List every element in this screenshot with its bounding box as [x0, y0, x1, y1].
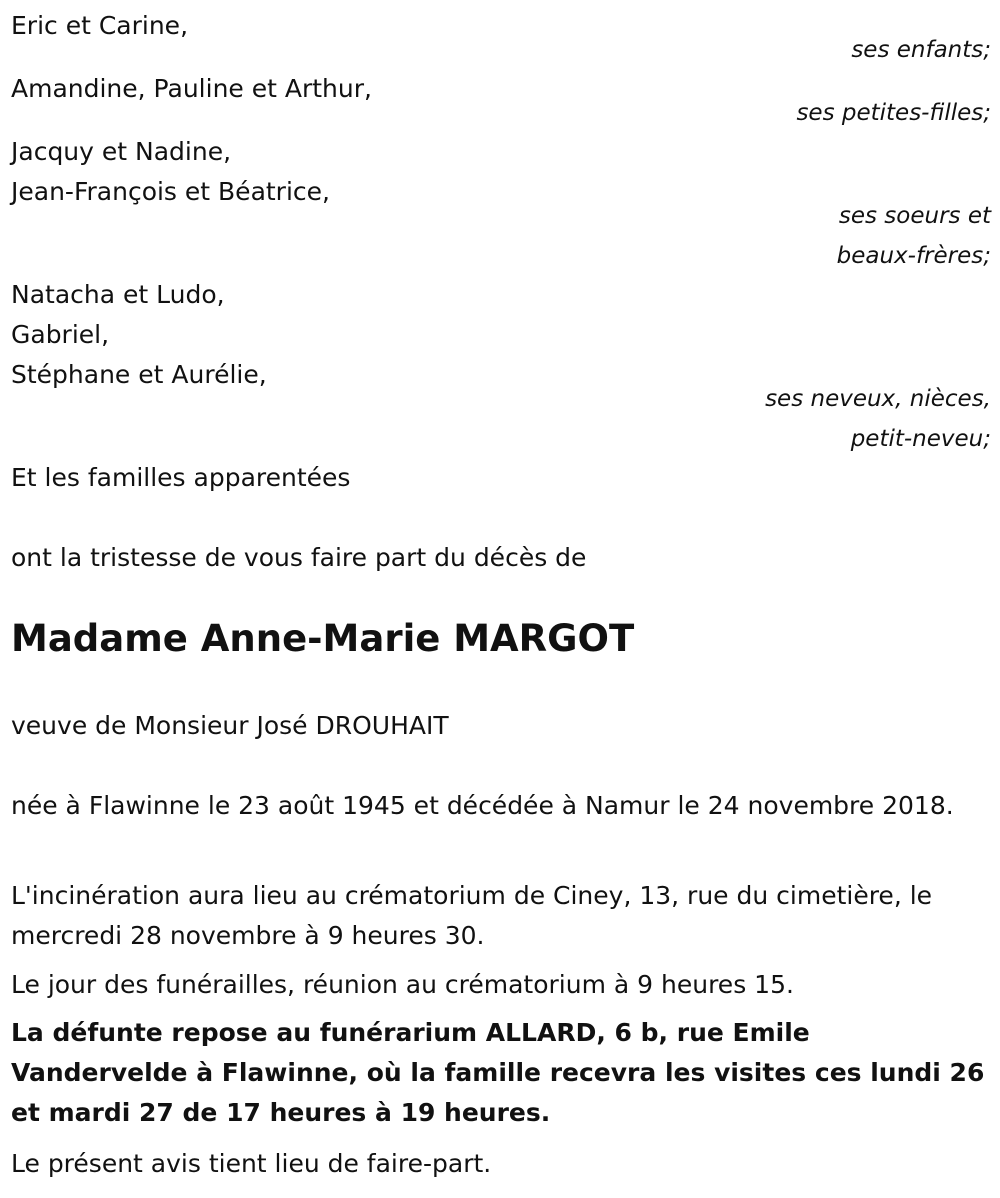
grandchildren-role: ses petites-filles; [796, 100, 991, 126]
gathering-wrap [11, 965, 991, 1005]
title-wrap [11, 614, 991, 664]
children-names: Eric et Carine, [11, 11, 189, 40]
grandchildren-names: Amandine, Pauline et Arthur, [11, 74, 372, 103]
announcement-wrap [11, 538, 991, 578]
grandchildren-role-wrap [11, 93, 991, 133]
relatives-line: Et les familles apparentées [11, 463, 351, 492]
children-role: ses enfants; [851, 37, 991, 63]
widow-wrap [11, 706, 991, 746]
nephews-role-2: petit-neveu; [850, 426, 991, 452]
siblings-role-wrap [11, 196, 991, 276]
funeral-home-wrap [11, 1013, 991, 1133]
nephews-role-wrap [11, 379, 991, 459]
cremation-wrap [11, 876, 991, 956]
siblings-role-2: beaux-frères; [836, 243, 991, 269]
closing-line: Le présent avis tient lieu de faire-part. [11, 1149, 492, 1178]
children-role-wrap [11, 30, 991, 70]
nephews-role-1: ses neveux, nièces, [765, 386, 991, 412]
nephews-name-2: Gabriel, [11, 320, 110, 349]
birth-death: née à Flawinne le 23 août 1945 et décédée à Namur le 24 novembre 2018. [11, 791, 954, 820]
cremation-info: L'incinération aura lieu au crématorium de Ciney, 13, rue du cimetière, le mercredi 28 novembre à 9 heures 30. [11, 881, 933, 950]
siblings-name-2: Jean-François et Béatrice, [11, 177, 330, 206]
siblings-name-1: Jacquy et Nadine, [11, 137, 232, 166]
siblings-role-1: ses soeurs et [838, 203, 991, 229]
announcement-line: ont la tristesse de vous faire part du décès de [11, 543, 587, 572]
relatives-wrap [11, 458, 991, 498]
birth-death-wrap [11, 786, 991, 826]
nephews-name-1: Natacha et Ludo, [11, 280, 225, 309]
nephews-section [11, 275, 991, 395]
nephews-name-3: Stéphane et Aurélie, [11, 360, 267, 389]
closing-wrap [11, 1144, 991, 1184]
widow-of: veuve de Monsieur José DROUHAIT [11, 711, 449, 740]
gathering-info: Le jour des funérailles, réunion au crématorium à 9 heures 15. [11, 970, 794, 999]
deceased-name: Madame Anne-Marie MARGOT [11, 617, 635, 660]
funeral-home-info: La défunte repose au funérarium ALLARD, 6 b, rue Emile Vandervelde à Flawinne, où la famille recevra les visites ces lundi 26 et mardi 27 de 17 heures à 19 heures. [11, 1018, 985, 1127]
